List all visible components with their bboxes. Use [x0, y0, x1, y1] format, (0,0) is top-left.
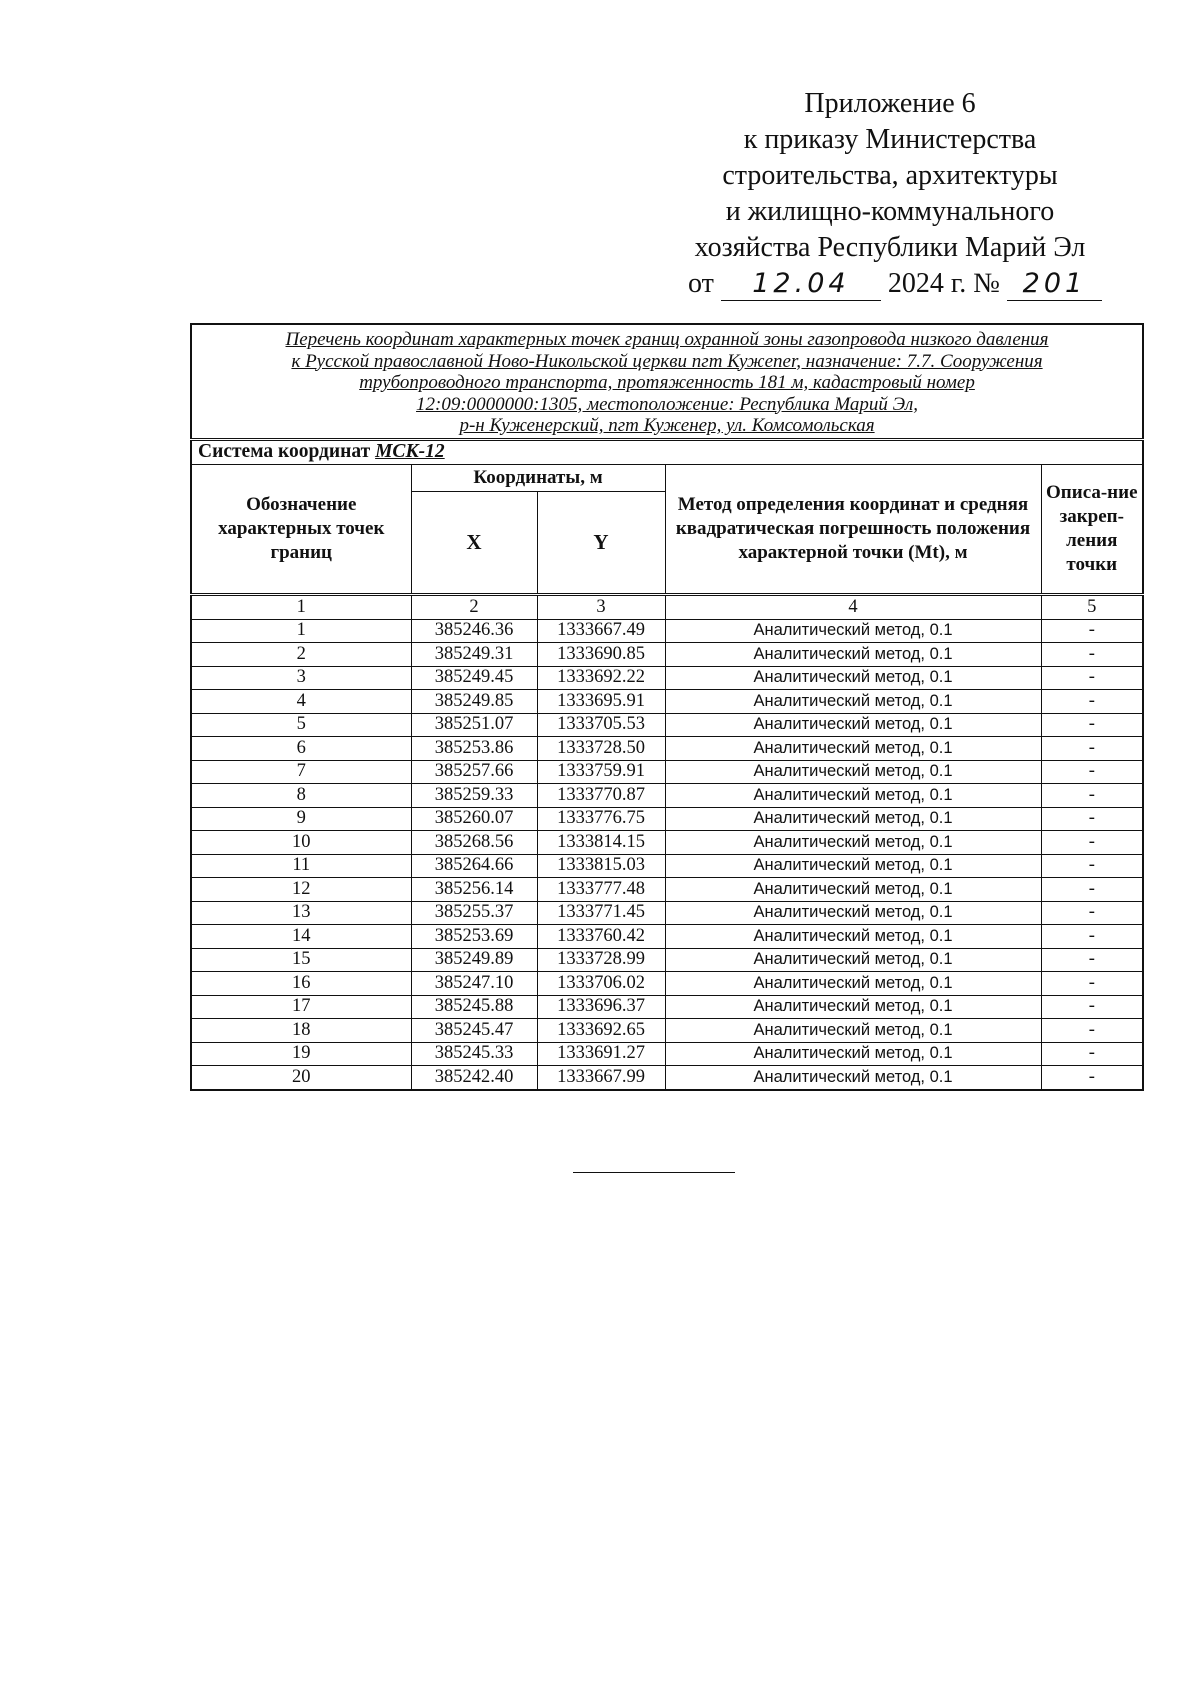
point-number-cell: 7	[191, 760, 411, 784]
method-cell: Аналитический метод, 0.1	[665, 666, 1041, 690]
column-number: 4	[665, 594, 1041, 619]
point-number-cell: 8	[191, 784, 411, 808]
table-row	[191, 948, 1143, 972]
y-coordinate-cell: 1333692.65	[537, 1019, 665, 1043]
x-coordinate-cell: 385268.56	[411, 831, 537, 855]
description-cell: -	[1041, 878, 1143, 902]
x-coordinate-cell: 385249.89	[411, 948, 537, 972]
date-prefix: от	[688, 268, 714, 299]
point-number-cell: 20	[191, 1066, 411, 1090]
y-coordinate-cell: 1333667.49	[537, 619, 665, 643]
method-cell: Аналитический метод, 0.1	[665, 690, 1041, 714]
column-number: 3	[537, 594, 665, 619]
method-cell: Аналитический метод, 0.1	[665, 807, 1041, 831]
point-number-cell: 5	[191, 713, 411, 737]
y-coordinate-cell: 1333706.02	[537, 972, 665, 996]
description-cell: -	[1041, 737, 1143, 761]
y-coordinate-cell: 1333691.27	[537, 1042, 665, 1066]
method-cell: Аналитический метод, 0.1	[665, 995, 1041, 1019]
table-row	[191, 760, 1143, 784]
handwritten-date: 12.04	[721, 268, 881, 301]
x-coordinate-cell: 385253.69	[411, 925, 537, 949]
x-coordinate-cell: 385249.31	[411, 643, 537, 667]
header-designation: Обозначение характерных точек границ	[191, 464, 411, 594]
coordinate-system-row	[191, 439, 1143, 464]
table-title-line: Перечень координат характерных точек границ охранной зоны газопровода низкого давления	[285, 329, 1049, 350]
y-coordinate-cell: 1333696.37	[537, 995, 665, 1019]
table-row	[191, 690, 1143, 714]
x-coordinate-cell: 385257.66	[411, 760, 537, 784]
description-cell: -	[1041, 901, 1143, 925]
y-coordinate-cell: 1333776.75	[537, 807, 665, 831]
point-number-cell: 14	[191, 925, 411, 949]
description-cell: -	[1041, 690, 1143, 714]
description-cell: -	[1041, 831, 1143, 855]
point-number-cell: 19	[191, 1042, 411, 1066]
description-cell: -	[1041, 784, 1143, 808]
order-reference: к приказу Министерства	[743, 124, 1037, 155]
point-number-cell: 1	[191, 619, 411, 643]
description-cell: -	[1041, 948, 1143, 972]
x-coordinate-cell: 385245.33	[411, 1042, 537, 1066]
description-cell: -	[1041, 995, 1143, 1019]
y-coordinate-cell: 1333760.42	[537, 925, 665, 949]
table-title	[191, 324, 1143, 439]
y-coordinate-cell: 1333695.91	[537, 690, 665, 714]
order-year-number-label: 2024 г. №	[887, 268, 1000, 299]
description-cell: -	[1041, 760, 1143, 784]
method-cell: Аналитический метод, 0.1	[665, 854, 1041, 878]
point-number-cell: 9	[191, 807, 411, 831]
y-coordinate-cell: 1333690.85	[537, 643, 665, 667]
x-coordinate-cell: 385247.10	[411, 972, 537, 996]
y-coordinate-cell: 1333771.45	[537, 901, 665, 925]
point-number-cell: 18	[191, 1019, 411, 1043]
table-row	[191, 901, 1143, 925]
method-cell: Аналитический метод, 0.1	[665, 901, 1041, 925]
table-row	[191, 807, 1143, 831]
method-cell: Аналитический метод, 0.1	[665, 878, 1041, 902]
column-number: 1	[191, 594, 411, 619]
ministry-name-line-3: хозяйства Республики Марий Эл	[694, 232, 1086, 263]
table-row	[191, 1066, 1143, 1090]
description-cell: -	[1041, 1042, 1143, 1066]
point-number-cell: 16	[191, 972, 411, 996]
table-row	[191, 995, 1143, 1019]
y-coordinate-cell: 1333705.53	[537, 713, 665, 737]
table-row	[191, 643, 1143, 667]
method-cell: Аналитический метод, 0.1	[665, 643, 1041, 667]
appendix-header	[640, 86, 1140, 302]
ministry-name-line-1: строительства, архитектуры	[722, 160, 1058, 191]
point-number-cell: 11	[191, 854, 411, 878]
table-row	[191, 831, 1143, 855]
handwritten-order-number: 201	[1007, 268, 1102, 301]
point-number-cell: 3	[191, 666, 411, 690]
y-coordinate-cell: 1333770.87	[537, 784, 665, 808]
x-coordinate-cell: 385260.07	[411, 807, 537, 831]
method-cell: Аналитический метод, 0.1	[665, 925, 1041, 949]
method-cell: Аналитический метод, 0.1	[665, 760, 1041, 784]
table-row	[191, 666, 1143, 690]
table-row	[191, 972, 1143, 996]
coordinates-table-wrapper	[190, 323, 1142, 1091]
description-cell: -	[1041, 807, 1143, 831]
column-number: 5	[1041, 594, 1143, 619]
point-number-cell: 12	[191, 878, 411, 902]
point-number-cell: 2	[191, 643, 411, 667]
x-coordinate-cell: 385253.86	[411, 737, 537, 761]
x-coordinate-cell: 385245.88	[411, 995, 537, 1019]
description-cell: -	[1041, 619, 1143, 643]
header-method: Метод определения координат и средняя квадратическая погрешность положения характерной точки (Mt), м	[665, 464, 1041, 594]
point-number-cell: 6	[191, 737, 411, 761]
method-cell: Аналитический метод, 0.1	[665, 1066, 1041, 1090]
x-coordinate-cell: 385249.45	[411, 666, 537, 690]
table-row	[191, 878, 1143, 902]
ministry-name-line-2: и жилищно-коммунального	[725, 196, 1055, 227]
table-title-line: 12:09:0000000:1305, местоположение: Республика Марий Эл,	[416, 393, 918, 415]
coordinates-table	[190, 323, 1144, 1091]
x-coordinate-cell: 385256.14	[411, 878, 537, 902]
x-coordinate-cell: 385251.07	[411, 713, 537, 737]
table-title-line: трубопроводного транспорта, протяженность 181 м, кадастровый номер	[359, 372, 975, 393]
x-coordinate-cell: 385245.47	[411, 1019, 537, 1043]
description-cell: -	[1041, 1019, 1143, 1043]
appendix-title: Приложение 6	[804, 88, 976, 119]
point-number-cell: 13	[191, 901, 411, 925]
method-cell: Аналитический метод, 0.1	[665, 713, 1041, 737]
table-row	[191, 1019, 1143, 1043]
y-coordinate-cell: 1333728.99	[537, 948, 665, 972]
description-cell: -	[1041, 854, 1143, 878]
description-cell: -	[1041, 643, 1143, 667]
method-cell: Аналитический метод, 0.1	[665, 1042, 1041, 1066]
y-coordinate-cell: 1333692.22	[537, 666, 665, 690]
y-coordinate-cell: 1333667.99	[537, 1066, 665, 1090]
table-title-line: р-н Куженерский, пгт Куженер, ул. Комсомольская	[459, 415, 875, 436]
coordinates-table-body	[191, 619, 1143, 1090]
header-coordinates: Координаты, м	[411, 464, 665, 491]
order-date-line	[650, 266, 1140, 302]
table-row	[191, 713, 1143, 737]
y-coordinate-cell: 1333777.48	[537, 878, 665, 902]
method-cell: Аналитический метод, 0.1	[665, 972, 1041, 996]
coordinate-system-label: Система координат	[198, 441, 371, 462]
y-coordinate-cell: 1333814.15	[537, 831, 665, 855]
table-row	[191, 1042, 1143, 1066]
method-cell: Аналитический метод, 0.1	[665, 737, 1041, 761]
method-cell: Аналитический метод, 0.1	[665, 619, 1041, 643]
point-number-cell: 10	[191, 831, 411, 855]
header-y: Y	[537, 491, 665, 594]
x-coordinate-cell: 385264.66	[411, 854, 537, 878]
description-cell: -	[1041, 1066, 1143, 1090]
description-cell: -	[1041, 666, 1143, 690]
description-cell: -	[1041, 713, 1143, 737]
table-row	[191, 737, 1143, 761]
method-cell: Аналитический метод, 0.1	[665, 948, 1041, 972]
table-row	[191, 619, 1143, 643]
column-number-row	[191, 594, 1143, 619]
point-number-cell: 15	[191, 948, 411, 972]
closing-separator-line	[573, 1172, 735, 1173]
header-x: X	[411, 491, 537, 594]
y-coordinate-cell: 1333815.03	[537, 854, 665, 878]
y-coordinate-cell: 1333728.50	[537, 737, 665, 761]
point-number-cell: 17	[191, 995, 411, 1019]
x-coordinate-cell: 385259.33	[411, 784, 537, 808]
header-description: Описа-ние закреп-ления точки	[1041, 464, 1143, 594]
y-coordinate-cell: 1333759.91	[537, 760, 665, 784]
description-cell: -	[1041, 972, 1143, 996]
x-coordinate-cell: 385255.37	[411, 901, 537, 925]
x-coordinate-cell: 385242.40	[411, 1066, 537, 1090]
table-row	[191, 854, 1143, 878]
x-coordinate-cell: 385249.85	[411, 690, 537, 714]
coordinate-system-name: МСК-12	[375, 441, 445, 462]
description-cell: -	[1041, 925, 1143, 949]
method-cell: Аналитический метод, 0.1	[665, 1019, 1041, 1043]
point-number-cell: 4	[191, 690, 411, 714]
table-row	[191, 925, 1143, 949]
table-title-line: к Русской православной Ново-Никольской церкви пгт Кужener, назначение: 7.7. Сооружения	[291, 350, 1043, 372]
table-row	[191, 784, 1143, 808]
column-number: 2	[411, 594, 537, 619]
method-cell: Аналитический метод, 0.1	[665, 831, 1041, 855]
x-coordinate-cell: 385246.36	[411, 619, 537, 643]
method-cell: Аналитический метод, 0.1	[665, 784, 1041, 808]
